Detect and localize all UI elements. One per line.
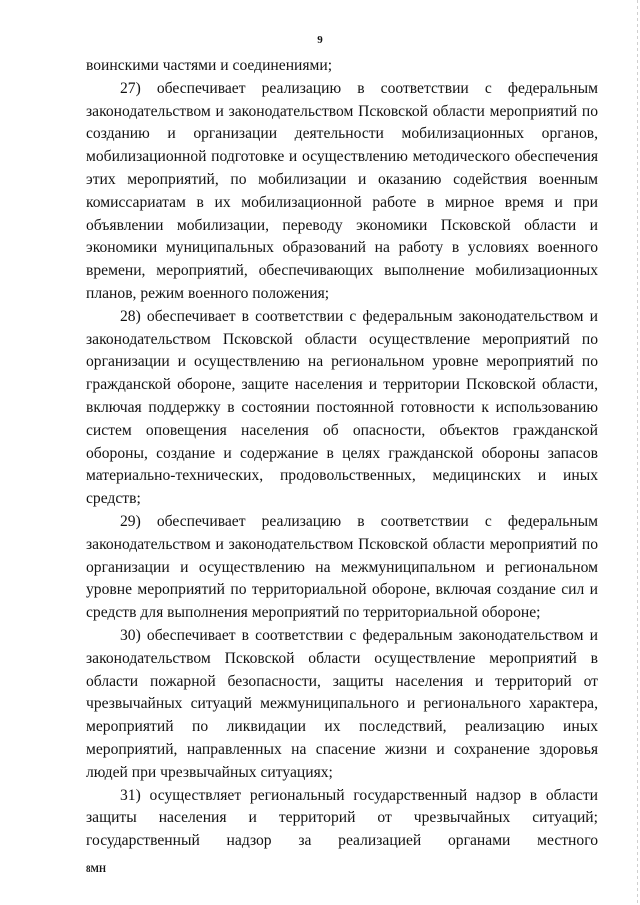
paragraph-item-29: 29) обеспечивает реализацию в соответствии с федеральным законодательством и законодательством Псковской области мероприятий по организации и осуществлению на межмуниципальном и региональном уровне мероприятий по территориальной обороне, включая создание сил и средств для выполнения мероприятий по территориальной обороне; xyxy=(86,512,598,622)
paragraph-item-31: 31) осуществляет региональный государственный надзор в области защиты населения и территорий от чрезвычайных ситуаций; государственный надзор за реализацией органами местного xyxy=(86,786,598,850)
paragraph-item-27: 27) обеспечивает реализацию в соответствии с федеральным законодательством и законодательством Псковской области мероприятий по созданию и организации деятельности мобилизационных органов, мобилизационной подготовке и осуществлению методического обеспечения этих мероприятий, по мобилизации и оказанию содействия военным комиссариатам в их мобилизационной работе в мирное время и при объявлении мобилизации, переводу экономики Псковской области и экономики муниципальных образований на работу в условиях военного времени, мероприятий, обеспечивающих выполнение мобилизационных планов, режим военного положения; xyxy=(86,79,598,302)
document-body xyxy=(86,55,598,853)
paragraph-continuation: воинскими частями и соединениями; xyxy=(86,57,333,74)
footer-code: 8МН xyxy=(86,864,106,874)
paragraph-item-30: 30) обеспечивает в соответствии с федеральным законодательством и законодательством Псковской области осуществление мероприятий в области пожарной безопасности, защиты населения и территорий от чрезвычайных ситуаций межмуниципального и регионального характера, мероприятий по ликвидации их последствий, реализацию иных мероприятий, направленных на спасение жизни и сохранение здоровья людей при чрезвычайных ситуациях; xyxy=(86,626,598,781)
page-number: 9 xyxy=(317,34,323,46)
scan-edge-line xyxy=(637,0,638,905)
paragraph-item-28: 28) обеспечивает в соответствии с федеральным законодательством и законодательством Псковской области осуществление мероприятий по организации и осуществлению на региональном уровне мероприятий по гражданской обороне, защите населения и территории Псковской области, включая поддержку в состоянии постоянной готовности к использованию систем оповещения населения об опасности, объектов гражданской обороны, создание и содержание в целях гражданской обороны запасов материально-технических, продовольственных, медицинских и иных средств; xyxy=(86,307,598,508)
